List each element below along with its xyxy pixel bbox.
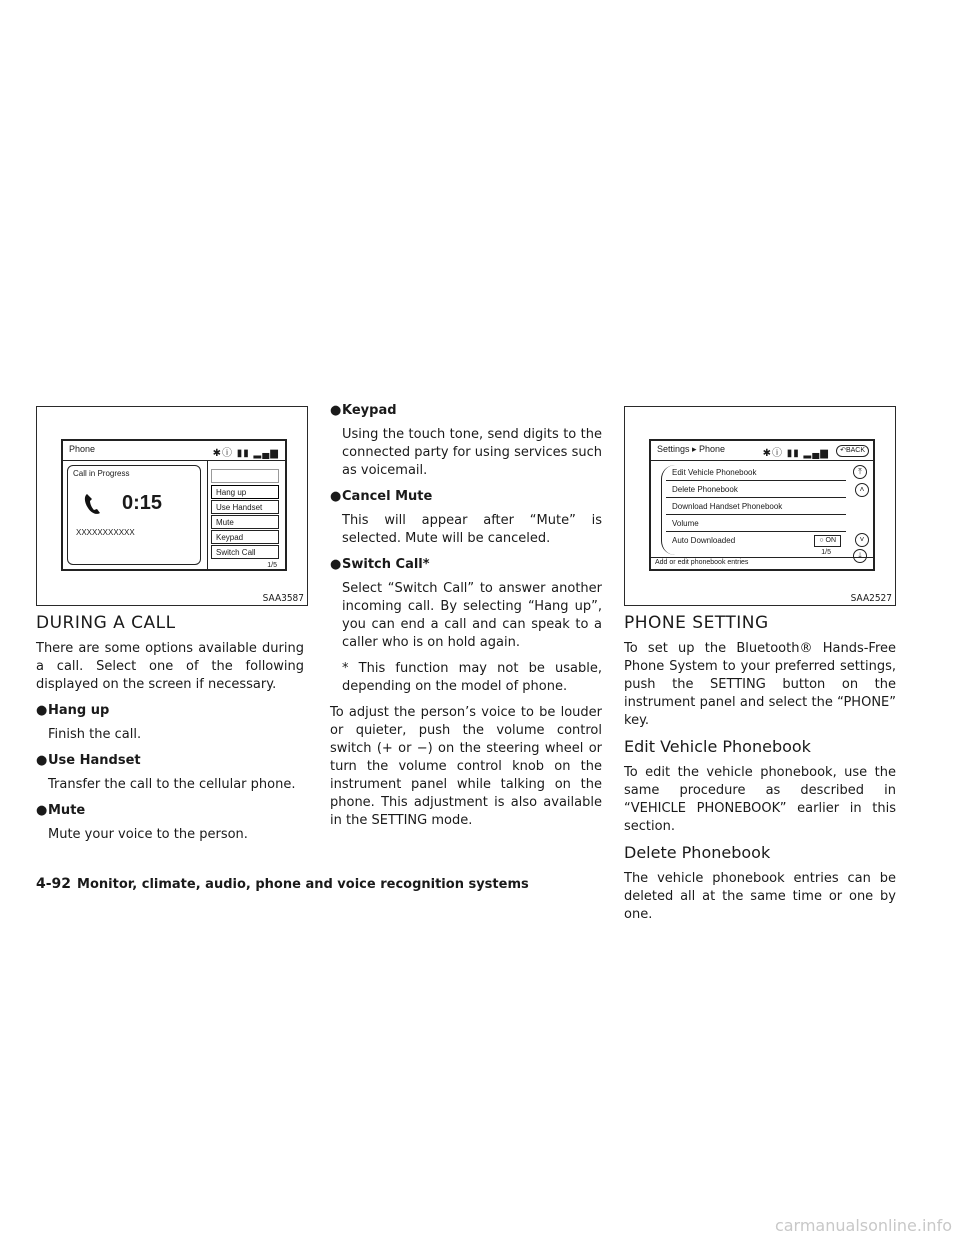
page-indicator: 1/5 <box>267 562 277 569</box>
back-button-label: BACK <box>845 447 865 454</box>
page-footer <box>36 876 529 892</box>
footer-title: Monitor, climate, audio, phone and voice recognition systems <box>77 877 529 892</box>
footnote: * This function may not be usable, depending on the model of phone. <box>342 661 602 694</box>
bullet-item <box>36 802 304 820</box>
call-panel <box>67 465 201 565</box>
toggle-label: ON <box>825 537 836 544</box>
menu-mute[interactable]: Mute <box>211 515 279 529</box>
scroll-down-icon[interactable]: ˅ <box>855 533 869 547</box>
bullet-item <box>330 488 602 506</box>
column-1 <box>36 614 304 852</box>
scroll-bottom-icon[interactable]: ⤓ <box>853 549 867 563</box>
paragraph: There are some options available during a call. Select one of the following displayed on the screen if necessary. <box>36 641 304 692</box>
bullet-icon: ● <box>36 753 48 768</box>
bullet-text: Select “Switch Call” to answer another incoming call. By selecting “Hang up”, you can end a call and can speak to a caller who is on hold again. <box>342 581 602 650</box>
bullet-text: Transfer the call to the cellular phone. <box>48 777 296 792</box>
menu-switch-call[interactable]: Switch Call <box>211 545 279 559</box>
caller-number: XXXXXXXXXXX <box>76 528 135 537</box>
bullet-text: Finish the call. <box>48 727 142 742</box>
phone-screen <box>61 439 287 571</box>
menu-use-handset[interactable]: Use Handset <box>211 500 279 514</box>
bullet-text: Mute your voice to the person. <box>48 827 248 842</box>
subheading: Edit Vehicle Phonebook <box>624 737 811 756</box>
bullet-item <box>36 752 304 770</box>
menu-volume[interactable]: Volume <box>666 516 846 532</box>
hint-bar <box>651 557 873 569</box>
column-2 <box>330 402 602 838</box>
bullet-text: This will appear after “Mute” is selected. Mute will be canceled. <box>342 513 602 546</box>
menu-delete-phonebook[interactable]: Delete Phonebook <box>666 482 846 498</box>
menu-blank-item <box>211 469 279 483</box>
menu-auto-downloaded[interactable]: Auto Downloaded <box>672 536 736 545</box>
phone-handset-icon <box>82 492 102 516</box>
bullet-title: Use Handset <box>48 753 141 768</box>
menu-keypad[interactable]: Keypad <box>211 530 279 544</box>
menu-download-handset-phonebook[interactable]: Download Handset Phonebook <box>666 499 846 515</box>
figure-code: SAA3587 <box>262 593 304 604</box>
status-icons: ✱ⓘ ▮▮ ▂▄▆ <box>212 448 279 459</box>
figure-phone-settings <box>624 406 896 606</box>
scroll-top-icon[interactable]: ⤒ <box>853 465 867 479</box>
screen-title: Phone <box>69 444 96 454</box>
bullet-item <box>36 702 304 720</box>
menu-edit-vehicle-phonebook[interactable]: Edit Vehicle Phonebook <box>666 465 846 481</box>
section-heading: DURING A CALL <box>36 613 176 633</box>
breadcrumb: Settings ▸ Phone <box>657 444 726 454</box>
bullet-icon: ● <box>36 703 48 718</box>
back-button[interactable] <box>836 445 869 457</box>
menu-divider <box>207 461 208 569</box>
bullet-icon: ● <box>36 803 48 818</box>
bullet-icon: ● <box>330 489 342 504</box>
page-indicator: 1/5 <box>821 549 831 556</box>
page-number: 4-92 <box>36 876 72 892</box>
bullet-title: Cancel Mute <box>342 489 433 504</box>
paragraph: The vehicle phonebook entries can be deleted all at the same time or one by one. <box>624 871 896 922</box>
bullet-text: Using the touch tone, send digits to the connected party for using services such as voicemail. <box>342 427 602 478</box>
bullet-item <box>330 556 602 574</box>
paragraph: To edit the vehicle phonebook, use the same procedure as described in “VEHICLE PHONEBOOK” earlier in this section. <box>624 765 896 834</box>
settings-screen <box>649 439 875 571</box>
paragraph: To set up the Bluetooth® Hands-Free Phone System to your preferred settings, push the SETTING button on the instrument panel and select the “PHONE” key. <box>624 641 896 728</box>
paragraph: To adjust the person’s voice to be louder or quieter, push the volume control switch (+ or −) on the steering wheel or turn the volume control knob on the instrument panel while talking on the phone. This adjustment is also available in the SETTING mode. <box>330 705 602 828</box>
back-arrow-icon: ↶ <box>840 447 846 454</box>
hint-text: Add or edit phonebook entries <box>655 559 749 566</box>
scroll-up-icon[interactable]: ˄ <box>855 483 869 497</box>
bullet-title: Keypad <box>342 403 397 418</box>
toggle-indicator-icon: ○ <box>819 537 826 544</box>
call-timer: 0:15 <box>122 492 163 514</box>
screen-header <box>63 441 285 461</box>
bullet-title: Switch Call* <box>342 557 430 572</box>
call-panel-title: Call in Progress <box>73 469 130 478</box>
menu-hang-up[interactable]: Hang up <box>211 485 279 499</box>
column-3 <box>624 614 896 932</box>
figure-code: SAA2527 <box>850 593 892 604</box>
menu-panel <box>661 465 845 555</box>
bullet-icon: ● <box>330 403 342 418</box>
status-icons: ✱ⓘ ▮▮ ▂▄▆ <box>762 448 829 459</box>
bullet-title: Hang up <box>48 703 110 718</box>
screen-header <box>651 441 873 461</box>
watermark[interactable]: carmanualsonline.info <box>774 1216 952 1235</box>
section-heading: PHONE SETTING <box>624 613 769 633</box>
bullet-icon: ● <box>330 557 342 572</box>
subheading: Delete Phonebook <box>624 843 771 862</box>
figure-call-in-progress <box>36 406 308 606</box>
bullet-item <box>330 402 602 420</box>
auto-download-toggle[interactable] <box>814 535 841 547</box>
bullet-title: Mute <box>48 803 86 818</box>
